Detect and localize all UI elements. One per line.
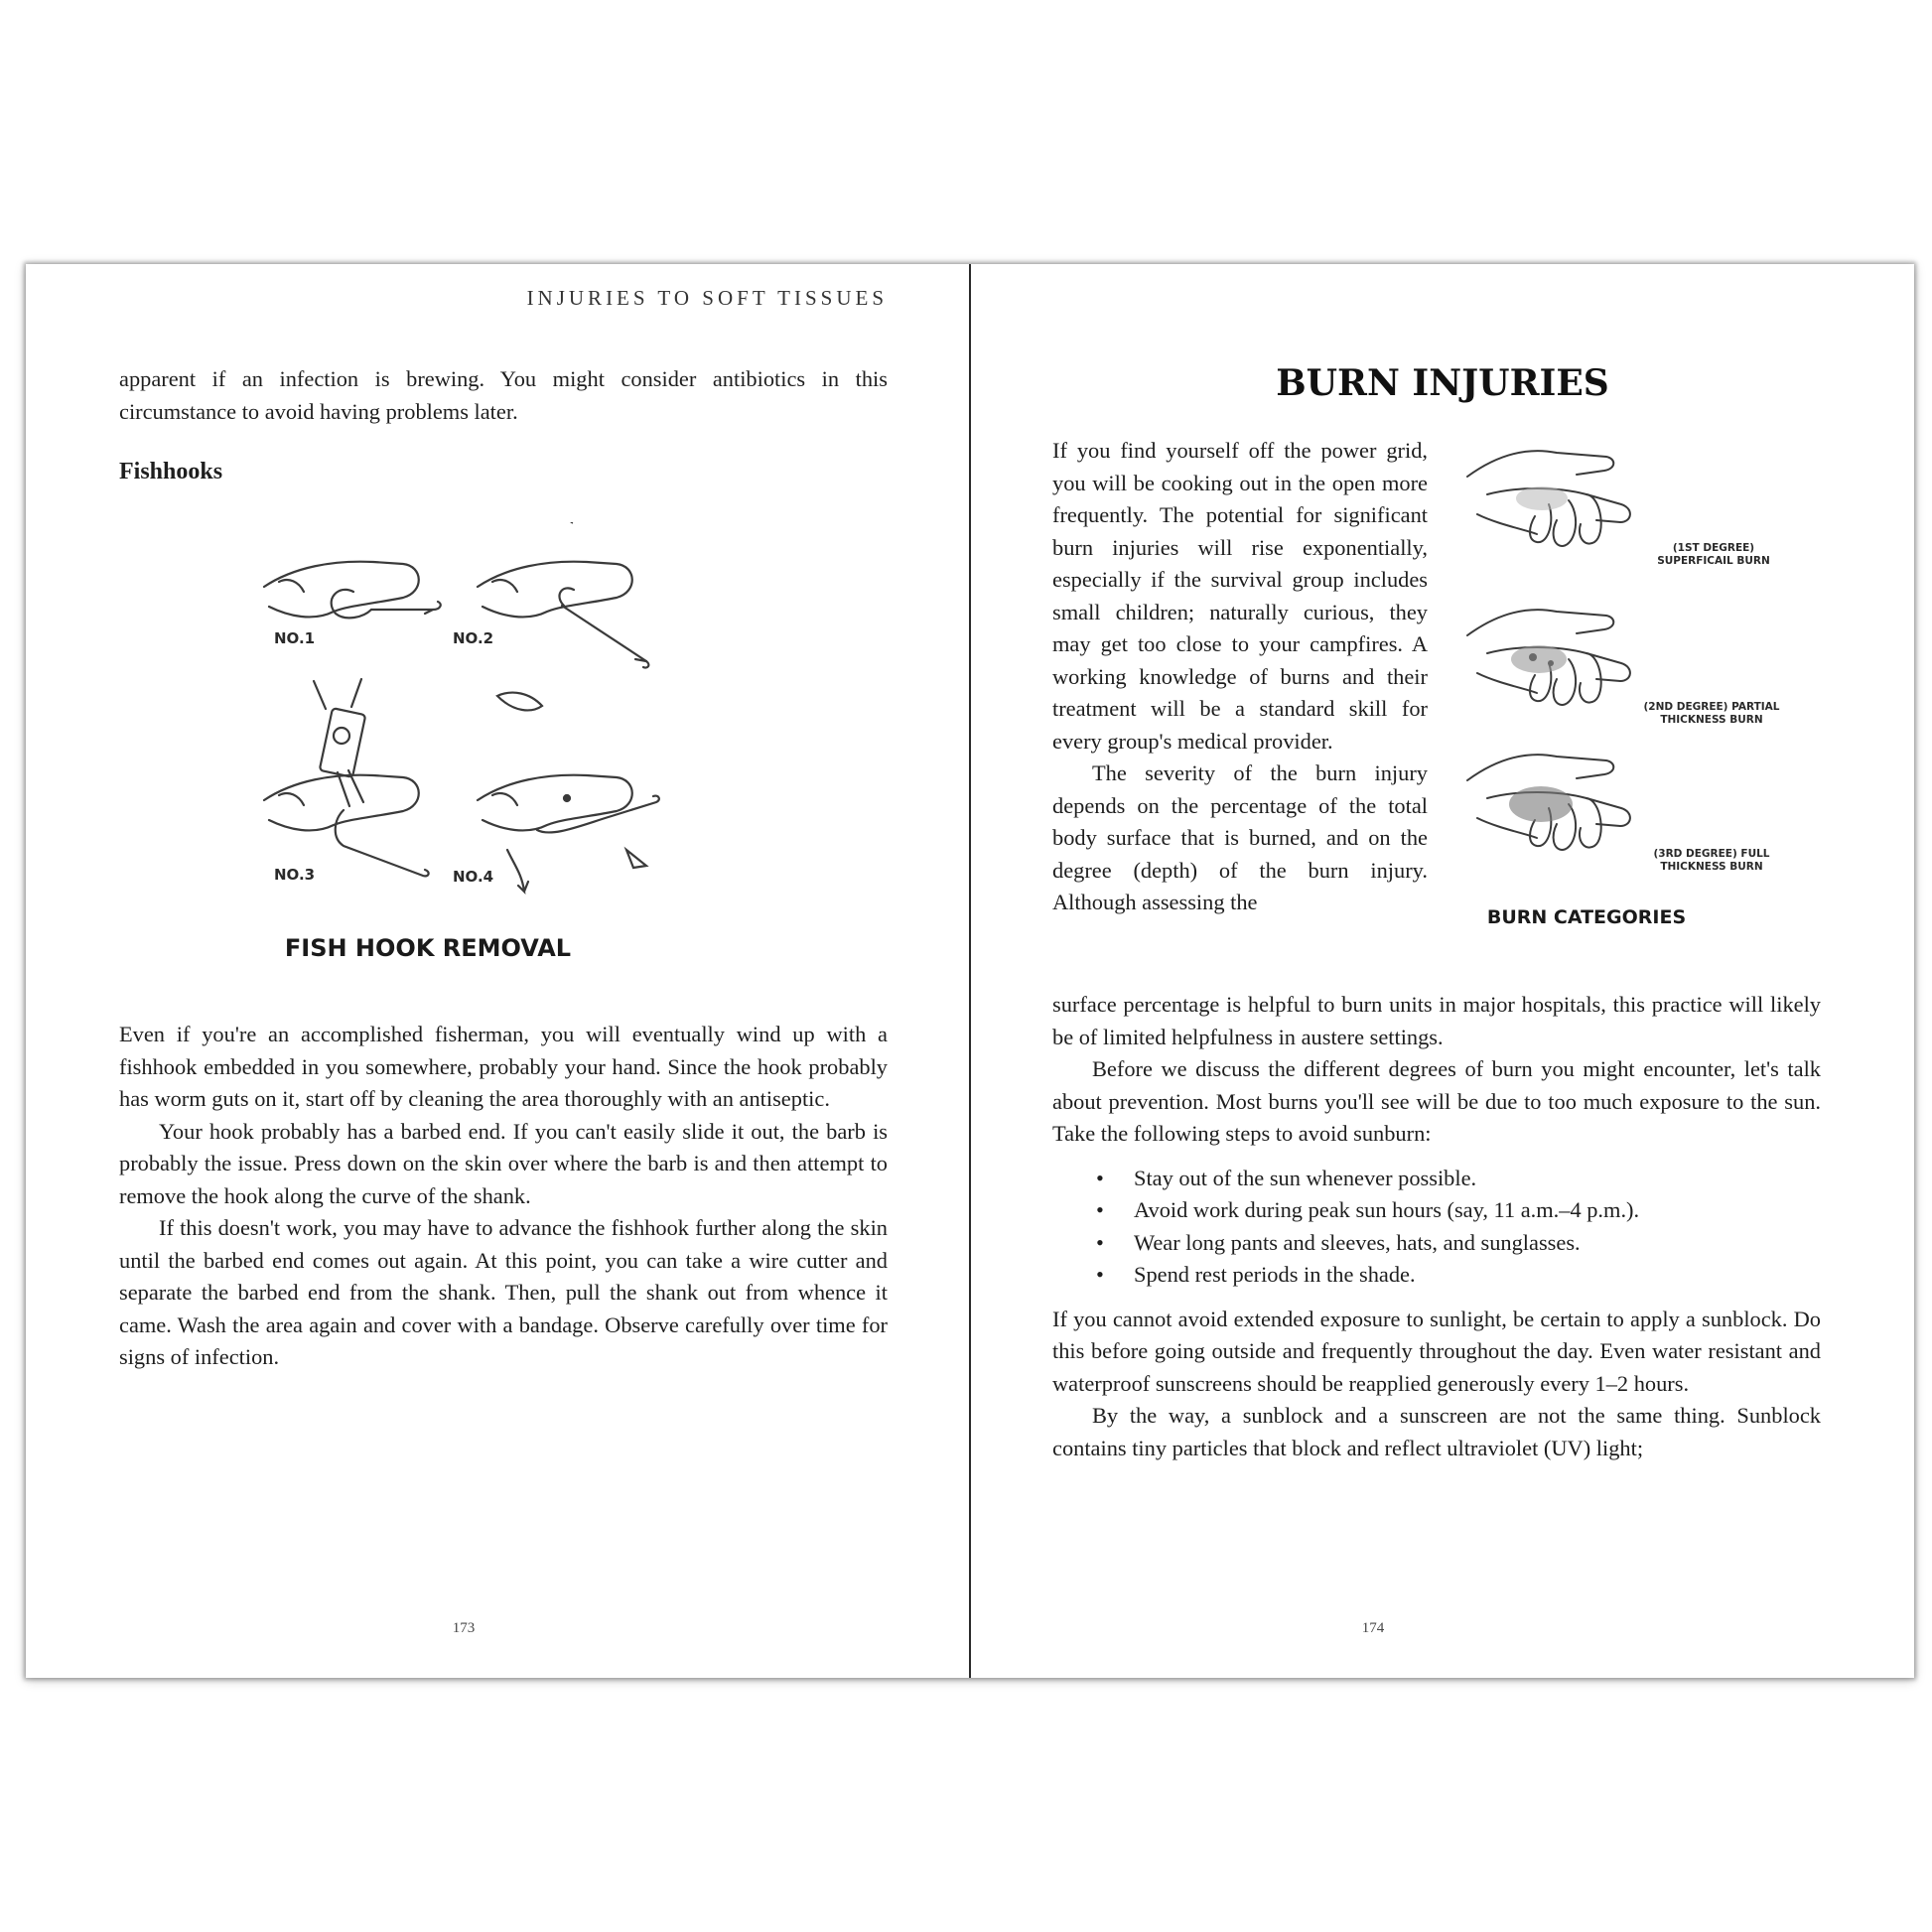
paragraph: By the way, a sunblock and a sunscreen are not the same thing. Sunblock contains tiny particles that block and reflect ultraviolet (UV) light; <box>1052 1403 1821 1460</box>
sunburn-prevention-list <box>1052 1163 1821 1292</box>
hand-second-degree <box>1467 610 1630 705</box>
step-label-2: NO.2 <box>453 629 494 647</box>
step-2-drawing <box>478 522 648 668</box>
page-number: 173 <box>452 1620 476 1636</box>
paragraph: If you find yourself off the power grid, you will be cooking out in the open more frequently. The potential for significant burn injuries will rise exponentially, especially if the survival group includes small children; naturally curious, they may get too close to your campfires. A working knowledge of burns and their treatment will be a standard skill for every group's medical provider. <box>1052 438 1428 754</box>
step-3-drawing <box>264 679 429 876</box>
paragraph: Before we discuss the different degrees of burn you might encounter, let's talk about prevention. Most burns you'll see will be due to too much exposure to the sun. Take the following steps to avoid sunburn: <box>1052 1056 1821 1146</box>
paragraph: Your hook probably has a barbed end. If you can't easily slide it out, the barb is probably the issue. Press down on the skin over where the barb is and then attempt to remove the hook along the curve of the shank. <box>119 1118 888 1208</box>
burn-label-1-line2: SUPERFICAIL BURN <box>1657 555 1770 567</box>
left-page <box>26 264 969 1678</box>
step-label-1: NO.1 <box>274 629 316 647</box>
list-item: • Stay out of the sun whenever possible. <box>1096 1163 1821 1195</box>
paragraph: If you cannot avoid extended exposure to sunlight, be certain to apply a sunblock. Do this before going outside and frequently throughout the day. Even water resistant and waterproof sunscreens should be reapplied generously every 1–2 hours. <box>1052 1306 1821 1396</box>
burn-categories-figure <box>1457 435 1795 931</box>
step-label-3: NO.3 <box>274 866 316 884</box>
running-head: INJURIES TO SOFT TISSUES <box>526 286 888 310</box>
book-spread <box>26 264 1914 1678</box>
list-item: • Wear long pants and sleeves, hats, and sunglasses. <box>1096 1227 1821 1260</box>
burn-label-3-line2: THICKNESS BURN <box>1660 861 1763 873</box>
burn-label-2-line1: (2ND DEGREE) PARTIAL <box>1643 701 1780 713</box>
burn-label-1-line1: (1ST DEGREE) <box>1672 542 1755 554</box>
fish-hook-illustration <box>254 522 810 989</box>
paragraph: If this doesn't work, you may have to advance the fishhook further along the skin until the barbed end comes out again. At this point, you can take a wire cutter and separate the barbed end from the shank. Then, pull the shank out from whence it came. Wash the area again and cover with a bandage. Observe carefully over time for signs of infection. <box>119 1215 888 1369</box>
burn-illustration <box>1457 435 1795 931</box>
page-number: 174 <box>1361 1620 1385 1636</box>
step-label-4: NO.4 <box>453 868 494 886</box>
intro-paragraph: apparent if an infection is brewing. You might consider antibiotics in this circumstance to avoid having problems later. <box>119 366 888 424</box>
fish-hook-removal-figure <box>254 522 810 989</box>
list-item: • Avoid work during peak sun hours (say, 11 a.m.–4 p.m.). <box>1096 1194 1821 1227</box>
paragraph: Even if you're an accomplished fisherman, you will eventually wind up with a fishhook embedded in you somewhere, probably your hand. Since the hook probably has worm guts on it, start off by cleaning the area thoroughly with an antiseptic. <box>119 1022 888 1111</box>
paragraph: The severity of the burn injury depends on the percentage of the total body surface that is burned, and on the degree (depth) of the burn injury. Although assessing the <box>1052 760 1428 914</box>
hand-first-degree <box>1467 451 1630 546</box>
chapter-title: BURN INJURIES <box>1276 362 1609 404</box>
fishhook-body <box>119 1019 888 1374</box>
hand-third-degree <box>1467 755 1630 850</box>
paragraph: surface percentage is helpful to burn units in major hospitals, this practice will likely be of limited helpfulness in austere settings. <box>1052 992 1821 1049</box>
figure-caption: FISH HOOK REMOVAL <box>284 934 572 962</box>
continued-text <box>1052 989 1821 1464</box>
right-page <box>971 264 1914 1678</box>
burn-label-2-line2: THICKNESS BURN <box>1660 714 1763 726</box>
step-1-drawing <box>264 562 441 619</box>
burn-figure-caption: BURN CATEGORIES <box>1486 906 1687 928</box>
burn-label-3-line1: (3RD DEGREE) FULL <box>1653 848 1770 860</box>
list-item: • Spend rest periods in the shade. <box>1096 1259 1821 1292</box>
step-4-drawing <box>478 693 659 892</box>
section-heading-fishhooks: Fishhooks <box>119 459 223 484</box>
